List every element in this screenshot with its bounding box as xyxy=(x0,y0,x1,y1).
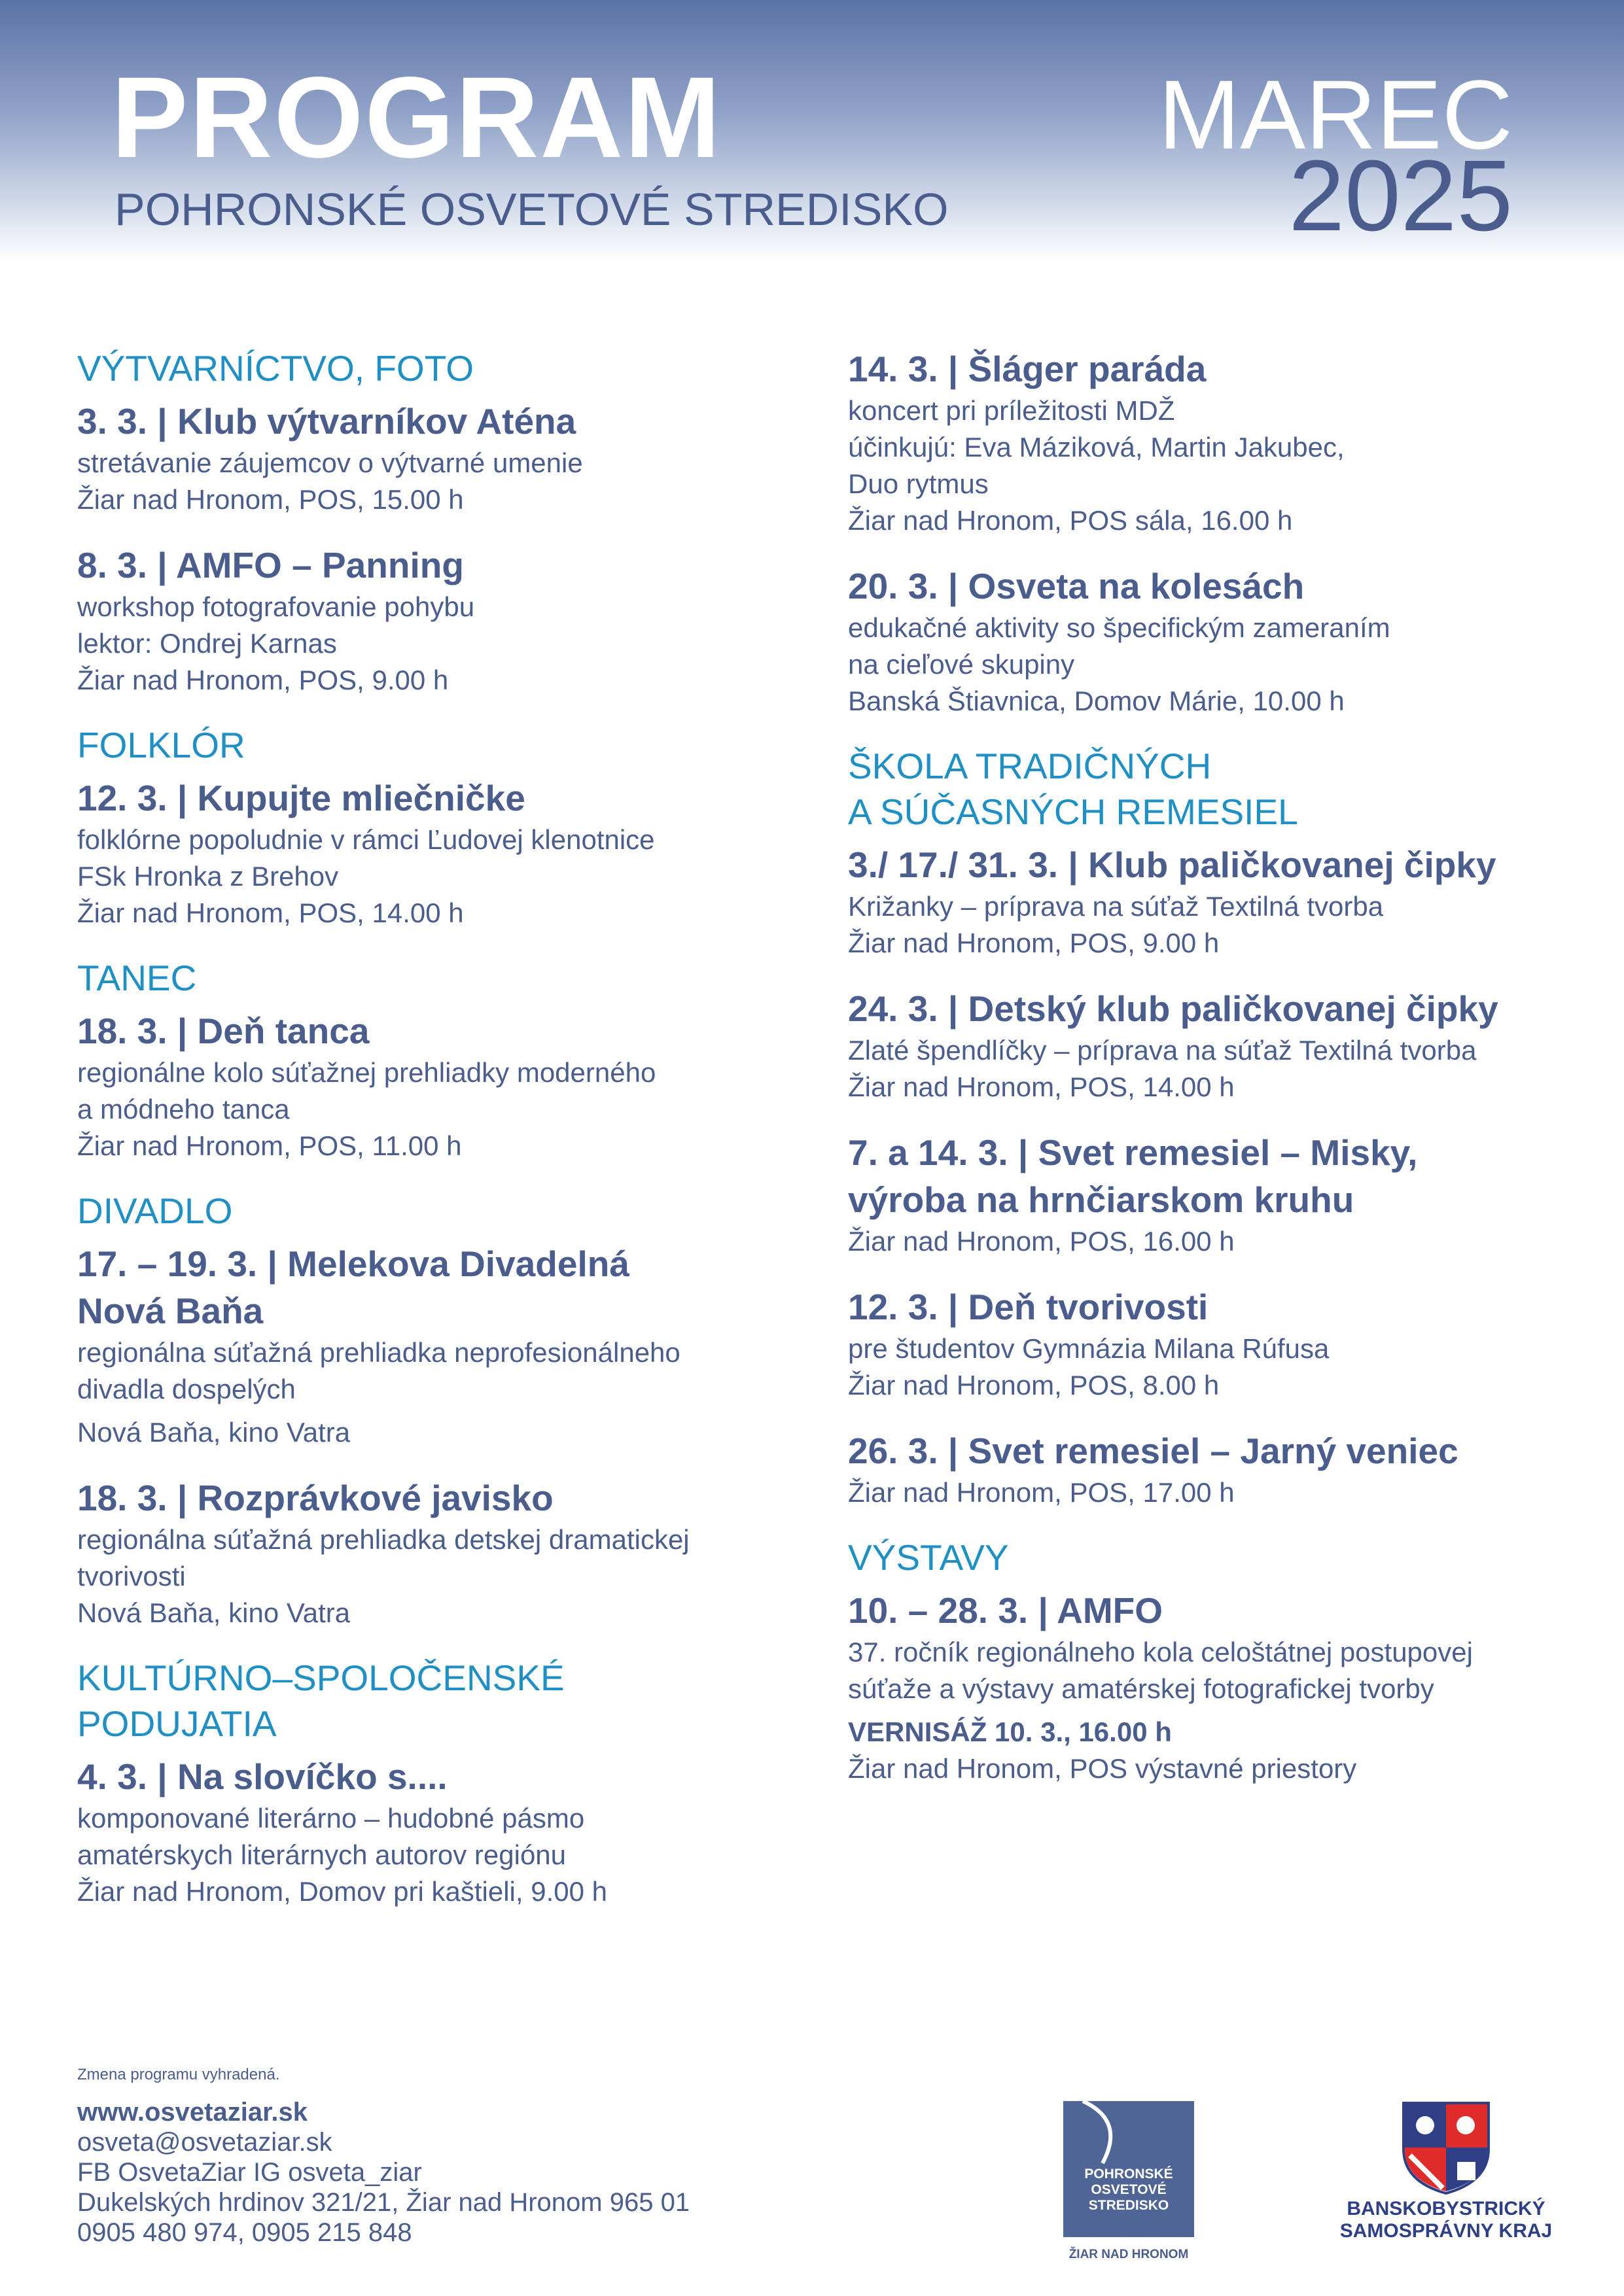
pos-logo xyxy=(1063,2101,1194,2268)
event-detail: účinkujú: Eva Máziková, Martin Jakubec, xyxy=(848,432,1345,462)
event-detail: stretávanie záujemcov o výtvarné umenie xyxy=(77,447,583,478)
category-heading: KULTÚRNO–SPOLOČENSKÉ xyxy=(77,1658,565,1698)
event-title: 17. – 19. 3. | Melekova Divadelná xyxy=(77,1244,629,1284)
event-title: 12. 3. | Kupujte mliečničke xyxy=(77,778,525,818)
event-place: Žiar nad Hronom, POS, 11.00 h xyxy=(77,1130,462,1161)
event-detail: Duo rytmus xyxy=(848,468,989,499)
event-title: 26. 3. | Svet remesiel – Jarný veniec xyxy=(848,1431,1458,1471)
event-detail: amatérskych literárnych autorov regiónu xyxy=(77,1839,567,1870)
event-detail: 37. ročník regionálneho kola celoštátnej postupovej xyxy=(848,1637,1473,1667)
event-item xyxy=(848,1129,1581,1260)
category-heading-cont: PODUJATIA xyxy=(77,1703,277,1744)
event-place: Žiar nad Hronom, POS, 15.00 h xyxy=(77,484,464,515)
event-item xyxy=(77,1474,810,1631)
event-detail: komponované literárno – hudobné pásmo xyxy=(77,1803,585,1834)
event-detail: na cieľové skupiny xyxy=(848,649,1075,680)
event-detail: tvorivosti xyxy=(77,1561,186,1592)
event-title: 3./ 17./ 31. 3. | Klub paličkovanej čipky xyxy=(848,844,1496,885)
phone-numbers: 0905 480 974, 0905 215 848 xyxy=(77,2218,412,2247)
event-item xyxy=(77,1753,810,1910)
event-detail: a módneho tanca xyxy=(77,1094,290,1124)
website-link[interactable]: www.osvetaziar.sk xyxy=(77,2098,308,2127)
category-heading: ŠKOLA TRADIČNÝCH xyxy=(848,746,1212,786)
section-tanec xyxy=(77,955,810,1164)
pos-logo-line: OSVETOVÉ xyxy=(1091,2182,1167,2197)
event-item xyxy=(848,985,1581,1105)
event-title: 18. 3. | Rozprávkové javisko xyxy=(77,1478,554,1518)
section-vytvarnictvo xyxy=(77,345,810,699)
event-place: Nová Baňa, kino Vatra xyxy=(77,1597,351,1628)
event-title-cont: výroba na hrnčiarskom kruhu xyxy=(848,1179,1354,1220)
event-item xyxy=(77,1007,810,1164)
header-banner xyxy=(0,0,1624,262)
event-place: Žiar nad Hronom, POS, 8.00 h xyxy=(848,1370,1220,1400)
event-title: 14. 3. | Šláger paráda xyxy=(848,349,1207,389)
event-detail: edukačné aktivity so špecifickým zameraním xyxy=(848,612,1390,643)
event-item xyxy=(848,563,1581,720)
event-place: Žiar nad Hronom, POS výstavné priestory xyxy=(848,1753,1357,1784)
event-item xyxy=(77,774,810,931)
event-place: Žiar nad Hronom, Domov pri kaštieli, 9.00 h xyxy=(77,1876,607,1907)
event-place: Žiar nad Hronom, POS, 9.00 h xyxy=(77,665,449,695)
email-link[interactable]: osveta@osvetaziar.sk xyxy=(77,2128,332,2157)
event-detail: koncert pri príležitosti MDŽ xyxy=(848,395,1175,426)
pos-logo-line: POHRONSKÉ xyxy=(1084,2166,1173,2182)
right-column xyxy=(848,345,1581,1811)
category-heading: FOLKLÓR xyxy=(77,725,245,765)
event-title: 7. a 14. 3. | Svet remesiel – Misky, xyxy=(848,1132,1418,1173)
event-item xyxy=(848,1427,1581,1511)
crest-icon xyxy=(1397,2096,1495,2195)
vernisaz-label: VERNISÁŽ 10. 3., 16.00 h xyxy=(848,1716,1172,1747)
event-detail: regionálna súťažná prehliadka detskej dramatickej xyxy=(77,1524,690,1555)
section-divadlo xyxy=(77,1188,810,1631)
footer-contacts xyxy=(77,2062,928,2248)
event-place: Banská Štiavnica, Domov Márie, 10.00 h xyxy=(848,686,1345,716)
event-detail: pre študentov Gymnázia Milana Rúfusa xyxy=(848,1333,1330,1364)
left-column xyxy=(77,345,810,1934)
event-title: 8. 3. | AMFO – Panning xyxy=(77,545,464,585)
section-hudba xyxy=(848,345,1581,720)
program-title: PROGRAM xyxy=(111,54,722,182)
bbsk-logo-line: SAMOSPRÁVNY KRAJ xyxy=(1339,2220,1553,2242)
bbsk-logo-text xyxy=(1325,2198,1567,2242)
event-place: Nová Baňa, kino Vatra xyxy=(77,1417,351,1448)
bbsk-logo-line: BANSKOBYSTRICKÝ xyxy=(1347,2198,1545,2219)
event-item xyxy=(848,841,1581,962)
event-place: Žiar nad Hronom, POS, 14.00 h xyxy=(77,897,464,928)
category-heading: TANEC xyxy=(77,958,197,998)
event-place: Žiar nad Hronom, POS, 17.00 h xyxy=(848,1477,1235,1508)
organization-name: POHRONSKÉ OSVETOVÉ STREDISKO xyxy=(115,184,949,235)
change-note: Zmena programu vyhradená. xyxy=(77,2066,280,2083)
event-detail: folklórne popoludnie v rámci Ľudovej klenotnice xyxy=(77,824,655,855)
bbsk-logo xyxy=(1325,2096,1567,2247)
event-item xyxy=(848,1283,1581,1404)
pos-logo-text xyxy=(1063,2166,1194,2214)
event-detail: Križanky – príprava na súťaž Textilná tvorba xyxy=(848,891,1384,922)
category-heading: DIVADLO xyxy=(77,1191,233,1231)
event-detail: Zlaté špendlíčky – príprava na súťaž Textilná tvorba xyxy=(848,1035,1477,1066)
event-title: 20. 3. | Osveta na kolesách xyxy=(848,566,1305,606)
event-place: Žiar nad Hronom, POS sála, 16.00 h xyxy=(848,505,1293,536)
year-label: 2025 xyxy=(1288,139,1513,252)
category-heading: VÝSTAVY xyxy=(848,1537,1009,1578)
event-detail: divadla dospelých xyxy=(77,1374,296,1404)
event-title: 18. 3. | Deň tanca xyxy=(77,1011,370,1051)
event-title: 3. 3. | Klub výtvarníkov Aténa xyxy=(77,401,576,442)
event-place: Žiar nad Hronom, POS, 9.00 h xyxy=(848,928,1220,958)
event-item xyxy=(848,345,1581,539)
address: Dukelských hrdinov 321/21, Žiar nad Hronom 965 01 xyxy=(77,2188,690,2217)
event-detail: regionálna súťažná prehliadka neprofesionálneho xyxy=(77,1337,680,1368)
section-kulturno-spolocenske xyxy=(77,1655,810,1910)
month-label: MAREC xyxy=(1158,60,1513,169)
section-skola-remesiel xyxy=(848,743,1581,1511)
event-title: 10. – 28. 3. | AMFO xyxy=(848,1590,1163,1631)
event-title: 24. 3. | Detský klub paličkovanej čipky xyxy=(848,988,1498,1029)
event-detail: workshop fotografovanie pohybu xyxy=(77,591,475,622)
event-title-cont: Nová Baňa xyxy=(77,1291,264,1331)
event-detail: FSk Hronka z Brehov xyxy=(77,861,339,892)
event-detail: regionálne kolo súťažnej prehliadky moderného xyxy=(77,1057,656,1088)
event-place: Žiar nad Hronom, POS, 16.00 h xyxy=(848,1226,1235,1257)
section-folklor xyxy=(77,722,810,931)
event-item xyxy=(848,1587,1581,1787)
event-item xyxy=(77,1240,810,1451)
event-place: Žiar nad Hronom, POS, 14.00 h xyxy=(848,1071,1235,1102)
section-vystavy xyxy=(848,1535,1581,1787)
pos-logo-subtitle: ŽIAR NAD HRONOM xyxy=(1068,2248,1189,2261)
event-detail: lektor: Ondrej Karnas xyxy=(77,628,337,659)
event-item xyxy=(77,398,810,518)
social-handles: FB OsvetaZiar IG osveta_ziar xyxy=(77,2158,422,2187)
category-heading-cont: A SÚČASNÝCH REMESIEL xyxy=(848,791,1298,832)
event-title: 12. 3. | Deň tvorivosti xyxy=(848,1287,1209,1327)
category-heading: VÝTVARNÍCTVO, FOTO xyxy=(77,348,474,389)
event-item xyxy=(77,542,810,699)
event-title: 4. 3. | Na slovíčko s.... xyxy=(77,1756,448,1797)
event-detail: súťaže a výstavy amatérskej fotografickej tvorby xyxy=(848,1673,1434,1704)
pos-logo-line: STREDISKO xyxy=(1088,2198,1169,2213)
